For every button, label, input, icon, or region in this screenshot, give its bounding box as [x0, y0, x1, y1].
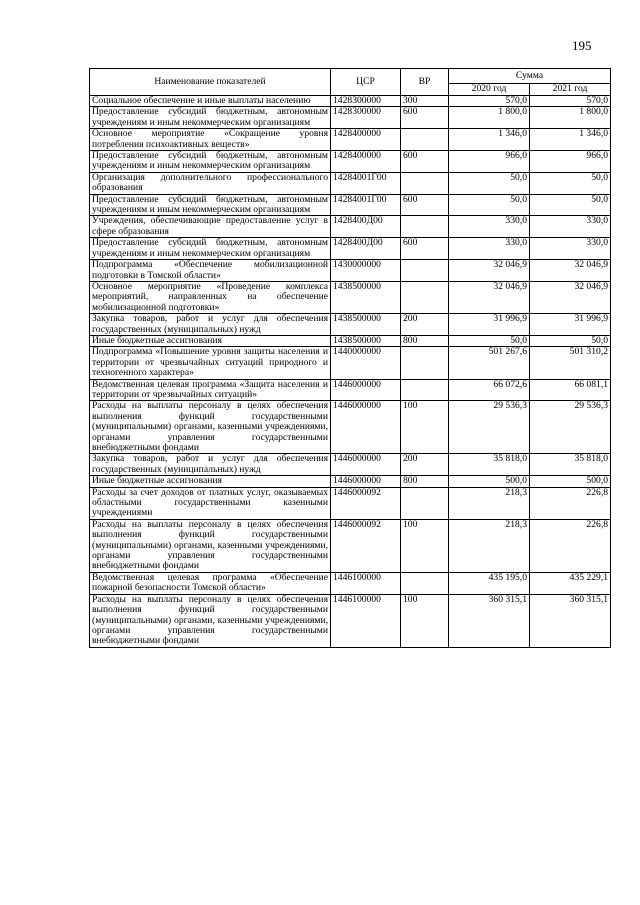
table-row — [90, 335, 611, 346]
row-sum-2021: 50,0 — [530, 172, 611, 194]
row-sum-2020: 1 800,0 — [449, 107, 530, 129]
row-vr — [401, 347, 449, 379]
row-csr: 1428300000 — [331, 96, 401, 107]
row-vr — [401, 487, 449, 519]
row-sum-2021: 226,8 — [530, 487, 611, 519]
row-sum-2020: 435 195,0 — [449, 572, 530, 594]
row-name: Расходы на выплаты персоналу в целях обеспечения выполнения функций государственными (муниципальными) органами, казенными учреждениями, органами управления государственными внебюджетными фондами — [90, 519, 331, 572]
row-sum-2020: 35 818,0 — [449, 454, 530, 476]
row-sum-2021: 50,0 — [530, 194, 611, 216]
row-sum-2020: 50,0 — [449, 194, 530, 216]
row-name: Ведомственная целевая программа «Обеспечение пожарной безопасности Томской области» — [90, 572, 331, 594]
row-name: Основное мероприятие «Сокращение уровня потребления психоактивных веществ» — [90, 129, 331, 151]
row-vr: 100 — [401, 401, 449, 454]
row-sum-2020: 360 315,1 — [449, 594, 530, 647]
row-csr: 1438500000 — [331, 314, 401, 336]
row-vr: 800 — [401, 476, 449, 487]
table-row — [90, 572, 611, 594]
table-row — [90, 260, 611, 282]
row-vr — [401, 172, 449, 194]
row-csr: 1446000000 — [331, 476, 401, 487]
row-csr: 14284001Г00 — [331, 194, 401, 216]
row-sum-2020: 1 346,0 — [449, 129, 530, 151]
row-csr: 1446000092 — [331, 519, 401, 572]
row-name: Основное мероприятие «Проведение комплекса мероприятий, направленных на обеспечение мобилизационной подготовки» — [90, 281, 331, 313]
row-sum-2020: 50,0 — [449, 335, 530, 346]
row-vr: 800 — [401, 335, 449, 346]
row-vr: 200 — [401, 454, 449, 476]
row-vr — [401, 260, 449, 282]
row-name: Подпрограмма «Обеспечение мобилизационной подготовки в Томской области» — [90, 260, 331, 282]
row-vr: 600 — [401, 194, 449, 216]
header-sum: Сумма — [449, 69, 611, 84]
row-sum-2021: 66 081,1 — [530, 379, 611, 401]
row-vr: 600 — [401, 107, 449, 129]
row-vr — [401, 129, 449, 151]
row-name: Расходы на выплаты персоналу в целях обеспечения выполнения функций государственными (муниципальными) органами, казенными учреждениями, органами управления государственными внебюджетными фондами — [90, 401, 331, 454]
row-sum-2021: 32 046,9 — [530, 281, 611, 313]
header-vr: ВР — [401, 69, 449, 96]
header-year-2021: 2021 год — [530, 84, 611, 96]
table-row — [90, 314, 611, 336]
table-row — [90, 238, 611, 260]
row-csr: 1428400Д00 — [331, 216, 401, 238]
table-row — [90, 347, 611, 379]
row-csr: 1430000000 — [331, 260, 401, 282]
row-vr — [401, 379, 449, 401]
table-row — [90, 151, 611, 173]
row-sum-2021: 31 996,9 — [530, 314, 611, 336]
row-sum-2020: 29 536,3 — [449, 401, 530, 454]
row-name: Закупка товаров, работ и услуг для обеспечения государственных (муниципальных) нужд — [90, 454, 331, 476]
row-vr: 100 — [401, 594, 449, 647]
row-csr: 1428300000 — [331, 107, 401, 129]
row-sum-2021: 29 536,3 — [530, 401, 611, 454]
row-sum-2020: 330,0 — [449, 216, 530, 238]
row-name: Иные бюджетные ассигнования — [90, 476, 331, 487]
header-csr: ЦСР — [331, 69, 401, 96]
row-sum-2020: 330,0 — [449, 238, 530, 260]
row-name: Ведомственная целевая программа «Защита населения и территории от чрезвычайных ситуаций» — [90, 379, 331, 401]
row-sum-2021: 966,0 — [530, 151, 611, 173]
row-csr: 1446100000 — [331, 572, 401, 594]
row-name: Расходы за счет доходов от платных услуг, оказываемых областными государственными казенными учреждениями — [90, 487, 331, 519]
row-sum-2020: 32 046,9 — [449, 260, 530, 282]
header-name: Наименование показателей — [90, 69, 331, 96]
row-name: Подпрограмма «Повышение уровня защиты населения и территории от чрезвычайных ситуаций природного и техногенного характера» — [90, 347, 331, 379]
row-sum-2020: 500,0 — [449, 476, 530, 487]
row-sum-2020: 570,0 — [449, 96, 530, 107]
row-sum-2021: 1 346,0 — [530, 129, 611, 151]
row-csr: 1438500000 — [331, 335, 401, 346]
table-row — [90, 401, 611, 454]
row-csr: 1428400000 — [331, 129, 401, 151]
row-sum-2020: 966,0 — [449, 151, 530, 173]
row-vr: 600 — [401, 238, 449, 260]
table-row — [90, 594, 611, 647]
table-body — [90, 96, 611, 648]
row-vr: 200 — [401, 314, 449, 336]
row-sum-2021: 570,0 — [530, 96, 611, 107]
row-vr — [401, 281, 449, 313]
table-row — [90, 476, 611, 487]
row-sum-2021: 360 315,1 — [530, 594, 611, 647]
row-vr — [401, 216, 449, 238]
row-sum-2021: 226,8 — [530, 519, 611, 572]
row-name: Учреждения, обеспечивающие предоставление услуг в сфере образования — [90, 216, 331, 238]
row-sum-2021: 50,0 — [530, 335, 611, 346]
row-name: Предоставление субсидий бюджетным, автономным учреждениям и иным некоммерческим организациям — [90, 151, 331, 173]
row-sum-2020: 218,3 — [449, 519, 530, 572]
row-sum-2021: 330,0 — [530, 216, 611, 238]
row-sum-2021: 1 800,0 — [530, 107, 611, 129]
row-sum-2020: 31 996,9 — [449, 314, 530, 336]
table-row — [90, 172, 611, 194]
row-vr: 100 — [401, 519, 449, 572]
row-csr: 1438500000 — [331, 281, 401, 313]
table-row — [90, 216, 611, 238]
table-row — [90, 96, 611, 107]
row-csr: 1440000000 — [331, 347, 401, 379]
row-name: Социальное обеспечение и иные выплаты населению — [90, 96, 331, 107]
row-csr: 1446000000 — [331, 401, 401, 454]
row-sum-2021: 32 046,9 — [530, 260, 611, 282]
row-sum-2020: 501 267,6 — [449, 347, 530, 379]
table-row — [90, 281, 611, 313]
page-number: 195 — [572, 38, 592, 53]
row-csr: 1446000092 — [331, 487, 401, 519]
row-csr: 1428400Д00 — [331, 238, 401, 260]
row-csr: 1446000000 — [331, 454, 401, 476]
row-name: Расходы на выплаты персоналу в целях обеспечения выполнения функций государственными (муниципальными) органами, казенными учреждениями, органами управления государственными внебюджетными фондами — [90, 594, 331, 647]
row-sum-2021: 330,0 — [530, 238, 611, 260]
row-name: Организация дополнительного профессионального образования — [90, 172, 331, 194]
row-sum-2021: 500,0 — [530, 476, 611, 487]
row-name: Предоставление субсидий бюджетным, автономным учреждениям и иным некоммерческим организациям — [90, 107, 331, 129]
row-name: Закупка товаров, работ и услуг для обеспечения государственных (муниципальных) нужд — [90, 314, 331, 336]
table-row — [90, 454, 611, 476]
row-sum-2020: 32 046,9 — [449, 281, 530, 313]
header-year-2020: 2020 год — [449, 84, 530, 96]
table-row — [90, 194, 611, 216]
row-sum-2020: 218,3 — [449, 487, 530, 519]
row-csr: 1446100000 — [331, 594, 401, 647]
row-vr: 300 — [401, 96, 449, 107]
table-row — [90, 129, 611, 151]
row-sum-2021: 435 229,1 — [530, 572, 611, 594]
row-csr: 1428400000 — [331, 151, 401, 173]
row-sum-2021: 501 310,2 — [530, 347, 611, 379]
row-name: Иные бюджетные ассигнования — [90, 335, 331, 346]
row-name: Предоставление субсидий бюджетным, автономным учреждениям и иным некоммерческим организациям — [90, 238, 331, 260]
row-sum-2021: 35 818,0 — [530, 454, 611, 476]
row-csr: 14284001Г00 — [331, 172, 401, 194]
budget-table — [89, 68, 611, 648]
table-row — [90, 487, 611, 519]
table-row — [90, 519, 611, 572]
row-vr — [401, 572, 449, 594]
row-csr: 1446000000 — [331, 379, 401, 401]
table-row — [90, 107, 611, 129]
row-vr: 600 — [401, 151, 449, 173]
table-row — [90, 379, 611, 401]
row-sum-2020: 50,0 — [449, 172, 530, 194]
row-name: Предоставление субсидий бюджетным, автономным учреждениям и иным некоммерческим организациям — [90, 194, 331, 216]
row-sum-2020: 66 072,6 — [449, 379, 530, 401]
